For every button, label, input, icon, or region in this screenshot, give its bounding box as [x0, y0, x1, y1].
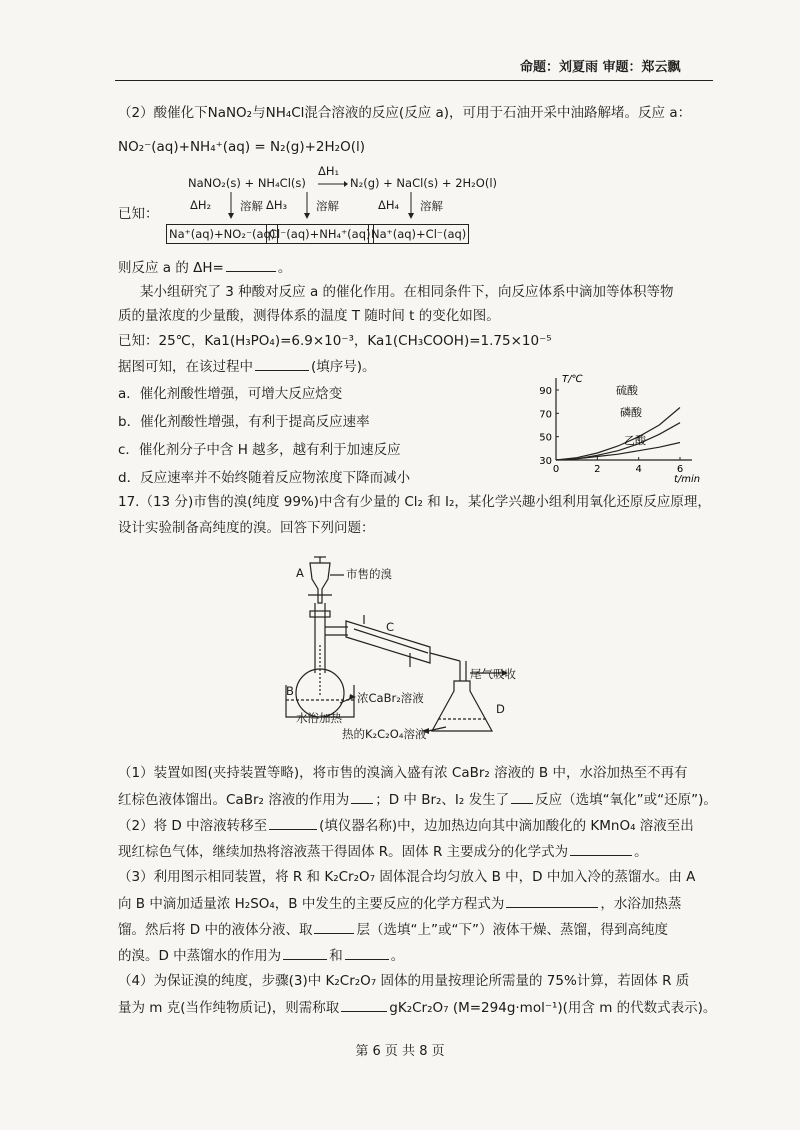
series-label-1: 磷酸 [620, 406, 642, 419]
erlenmeyer-flask-D [432, 681, 492, 731]
q17-3-line-4 [118, 945, 708, 966]
q17-2-text-a: （2）将 D 中溶液转移至 [118, 818, 268, 834]
page-number: 第 6 页 共 8 页 [355, 1044, 445, 1059]
option-b: b．催化剂酸性增强，有利于提高反应速率 [118, 414, 370, 430]
exam-header-authors: 命题：刘夏雨 审题：郑云飘 [520, 60, 681, 75]
label-cabr2: 浓CaBr₂溶液 [357, 691, 424, 705]
judge-end: (填序号)。 [311, 359, 376, 375]
dissolve-label-3: 溶解 [420, 199, 443, 213]
q17-1-text-b: 红棕色液体馏出。CaBr₂ 溶液的作用为 [118, 792, 350, 808]
q17-3-line-1: （3）利用图示相同装置，将 R 和 K₂Cr₂O₇ 固体混合均匀放入 B 中，D 中加入冷的蒸馏水。由 A [118, 869, 696, 885]
reaction-a-equation: NO₂⁻(aq)+NH₄⁺(aq) = N₂(g)+2H₂O(l) [118, 139, 365, 155]
q16-2-intro: （2）酸催化下NaNO₂与NH₄Cl混合溶液的反应(反应 a)，可用于石油开采中油路解堵。反应 a： [118, 105, 692, 121]
dissolve-arrow-1 [226, 192, 236, 220]
q17-4-text-c: gK₂Cr₂O₇ (M=294g·mol⁻¹)(用含 m 的代数式表示)。 [389, 1000, 717, 1016]
ion-box-2: Cl⁻(aq)+NH₄⁺(aq) [266, 224, 374, 244]
q17-3-text-e: 层（选填“上”或“下”）液体干燥、蒸馏，得到高纯度 [356, 922, 668, 938]
header-rule [115, 80, 713, 81]
label-tail-gas: 尾气吸收 [470, 667, 516, 681]
label-D: D [496, 702, 505, 716]
option-c: c．催化剂分子中含 H 越多，越有利于加速反应 [118, 442, 401, 458]
answer-blank-water-role-2[interactable] [345, 945, 389, 960]
dissolve-label-1: 溶解 [240, 199, 263, 213]
q17-4-line-1: （4）为保证溴的纯度，步骤(3)中 K₂Cr₂O₇ 固体的用量按理论所需量的 75%计算，若固体 R 质 [118, 973, 690, 989]
x-tick-label: 2 [594, 464, 601, 475]
q16-para-1: 某小组研究了 3 种酸对反应 a 的催化作用。在相同条件下，向反应体系中滴加等体积等物 [140, 284, 674, 300]
q17-2-text-d: 。 [634, 844, 648, 860]
temperature-time-chart [520, 372, 710, 486]
x-tick-label: 4 [635, 464, 642, 475]
label-k2c2o4: 热的K₂C₂O₄溶液 [342, 727, 427, 741]
q17-2-line-2 [118, 841, 708, 862]
answer-blank-redox[interactable] [511, 789, 533, 804]
q17-3-text-h: 。 [390, 948, 405, 964]
q17-1-text-c: ；D 中 Br₂、I₂ 发生了 [375, 792, 510, 808]
q17-1-line-1: （1）装置如图(夹持装置等略)，将市售的溴滴入盛有浓 CaBr₂ 溶液的 B 中，水浴加热至不再有 [118, 765, 688, 781]
q17-1-text-d: 反应（选填“氧化”或“还原”)。 [535, 792, 717, 808]
answer-blank-mass[interactable] [341, 997, 387, 1012]
q17-1-line-2 [118, 789, 717, 810]
dh3-label: ΔH₃ [266, 198, 288, 212]
q17-3-text-g: 和 [329, 948, 343, 964]
y-tick-label: 50 [539, 432, 552, 444]
q16-para-2: 质的量浓度的少量酸，测得体系的温度 T 随时间 t 的变化如图。 [118, 308, 500, 324]
y-tick-label: 30 [539, 456, 552, 467]
answer-blank-formula-r[interactable] [570, 841, 632, 856]
x-tick-label: 0 [552, 464, 560, 475]
answer-blank-judge[interactable] [255, 356, 309, 371]
q17-3-text-c: ，水浴加热蒸 [600, 896, 682, 912]
label-water-bath: 水浴加热 [296, 711, 342, 725]
q17-2-text-c: 现红棕色气体，继续加热将溶液蒸干得固体 R。固体 R 主要成分的化学式为 [118, 844, 569, 860]
q17-2-line-1 [118, 815, 708, 836]
q17-4-text-b: 量为 m 克(当作纯物质记)，则需称取 [118, 1000, 340, 1016]
ask-delta-h [118, 257, 708, 278]
q17-stem-2: 设计实验制备高纯度的溴。回答下列问题： [118, 520, 375, 536]
dropping-funnel-A [310, 563, 330, 603]
ask-delta-h-text: 则反应 a 的 ΔH= [118, 260, 224, 276]
ion-box-1: Na⁺(aq)+NO₂⁻(aq) [166, 224, 278, 244]
q17-2-text-b: (填仪器名称)中，边加热边向其中滴加酸化的 KMnO₄ 溶液至出 [319, 818, 694, 834]
x-tick-label: 6 [676, 464, 684, 475]
y-tick-label: 90 [539, 386, 552, 397]
known-label: 已知： [118, 206, 159, 222]
q17-3-text-b: 向 B 中滴加适量浓 H₂SO₄，B 中发生的主要反应的化学方程式为 [118, 896, 505, 912]
dissolve-arrow-3 [406, 192, 416, 220]
ka-values: 已知：25℃，Ka1(H₃PO₄)=6.9×10⁻³，Ka1(CH₃COOH)=1.75×10⁻⁵ [118, 333, 552, 349]
ion-box-3: Na⁺(aq)+Cl⁻(aq) [368, 224, 469, 244]
option-a: a．催化剂酸性增强，可增大反应焓变 [118, 386, 343, 402]
q17-3-text-f: 的溴。D 中蒸馏水的作用为 [118, 948, 282, 964]
scheme-products: N₂(g) + NaCl(s) + 2H₂O(l) [350, 176, 498, 190]
answer-blank-equation[interactable] [506, 893, 598, 908]
label-A: A [296, 566, 304, 580]
answer-blank-instrument[interactable] [269, 815, 317, 830]
dh2-label: ΔH₂ [190, 198, 212, 212]
answer-blank-cabr2-role[interactable] [351, 789, 373, 804]
series-label-0: 硫酸 [616, 384, 638, 397]
q17-stem-1: 17.（13 分)市售的溴(纯度 99%)中含有少量的 Cl₂ 和 I₂，某化学兴趣小组利用氧化还原反应原理， [118, 494, 711, 510]
q17-4-line-2 [118, 997, 717, 1018]
dissolve-arrow-2 [302, 192, 312, 220]
q17-3-text-d: 馏。然后将 D 中的液体分液、取 [118, 922, 313, 938]
x-axis-label: t/min [674, 474, 701, 485]
option-d: d．反应速率并不始终随着反应物浓度下降而减小 [118, 470, 411, 486]
y-axis-label: T/℃ [562, 374, 583, 385]
ask-delta-h-end: 。 [277, 260, 292, 276]
label-bromine: 市售的溴 [346, 567, 392, 581]
q17-3-line-3 [118, 919, 708, 940]
y-tick-label: 70 [539, 409, 552, 421]
answer-blank-water-role-1[interactable] [283, 945, 327, 960]
answer-blank-layer[interactable] [314, 919, 354, 934]
label-B: B [286, 684, 294, 698]
judge-text: 据图可知，在该过程中 [118, 359, 253, 375]
ground-joint-1 [310, 611, 330, 617]
q17-3-line-2 [118, 893, 708, 914]
dissolve-label-2: 溶解 [316, 199, 339, 213]
dh1-arrow [318, 176, 348, 190]
dh4-label: ΔH₄ [378, 198, 400, 212]
series-label-2: 乙酸 [624, 434, 646, 447]
answer-blank-delta-h[interactable] [226, 257, 276, 272]
scheme-reactants: NaNO₂(s) + NH₄Cl(s) [188, 176, 306, 190]
label-C: C [386, 620, 395, 634]
dh1-label: ΔH₁ [318, 164, 340, 178]
